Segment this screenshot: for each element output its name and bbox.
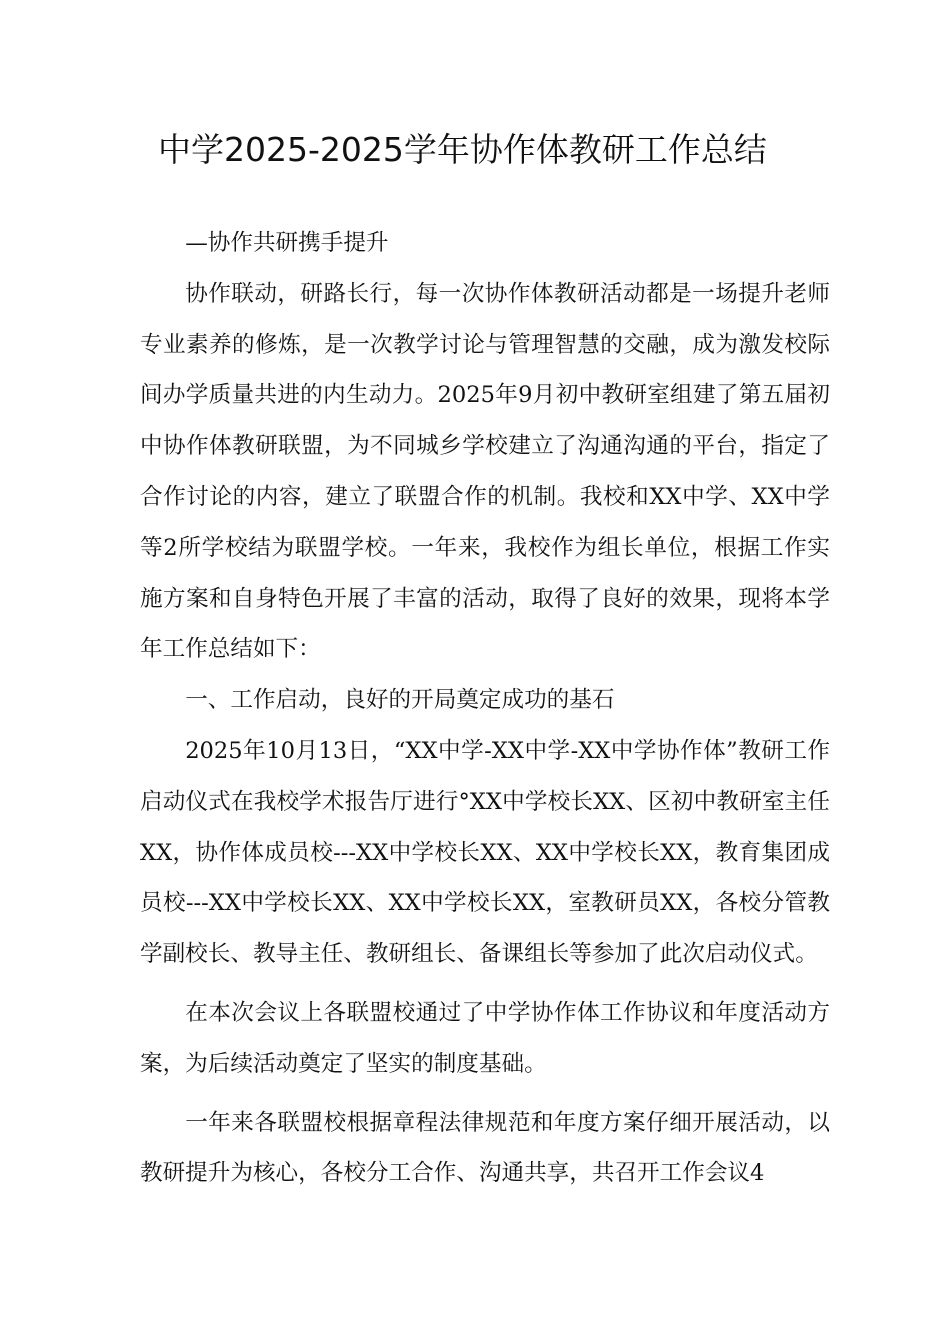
activities-paragraph: 一年来各联盟校根据章程法律规范和年度方案仔细开展活动，以教研提升为核心，各校分工合作、沟通共享，共召开工作会议4 — [140, 1109, 830, 1187]
subtitle-paragraph: —协作共研携手提升 — [185, 230, 389, 256]
agreement-paragraph: 在本次会议上各联盟校通过了中学协作体工作协议和年度活动方案，为后续活动奠定了坚实的制度基础。 — [140, 999, 830, 1077]
launch-paragraph: 2025年10月13日，“XX中学-XX中学-XX中学协作体”教研工作启动仪式在我校学术报告厅进行°XX中学校长XX、区初中教研室主任XX，协作体成员校---XX中学校长XX、XX中学校长XX，教育集团成员校---XX中学校长XX、XX中学校长XX，室教研员XX，各校分管教学副校长、教导主任、教研组长、备课组长等参加了此次启动仪式。 — [140, 737, 830, 968]
section-heading: 一、工作启动，良好的开局奠定成功的基石 — [185, 687, 615, 714]
intro-paragraph: 协作联动，研路长行，每一次协作体教研活动都是一场提升老师专业素养的修炼，是一次教学讨论与管理智慧的交融，成为激发校际间办学质量共进的内生动力。2025年9月初中教研室组建了第五届初中协作体教研联盟，为不同城乡学校建立了沟通沟通的平台，指定了合作讨论的内容，建立了联盟合作的机制。我校和XX中学、XX中学等2所学校结为联盟学校。一年来，我校作为组长单位，根据工作实施方案和自身特色开展了丰富的活动，取得了良好的效果，现将本学年工作总结如下： — [140, 280, 830, 663]
document-body — [140, 218, 830, 1199]
document-title: 中学2025-2025学年协作体教研工作总结 — [158, 130, 767, 169]
